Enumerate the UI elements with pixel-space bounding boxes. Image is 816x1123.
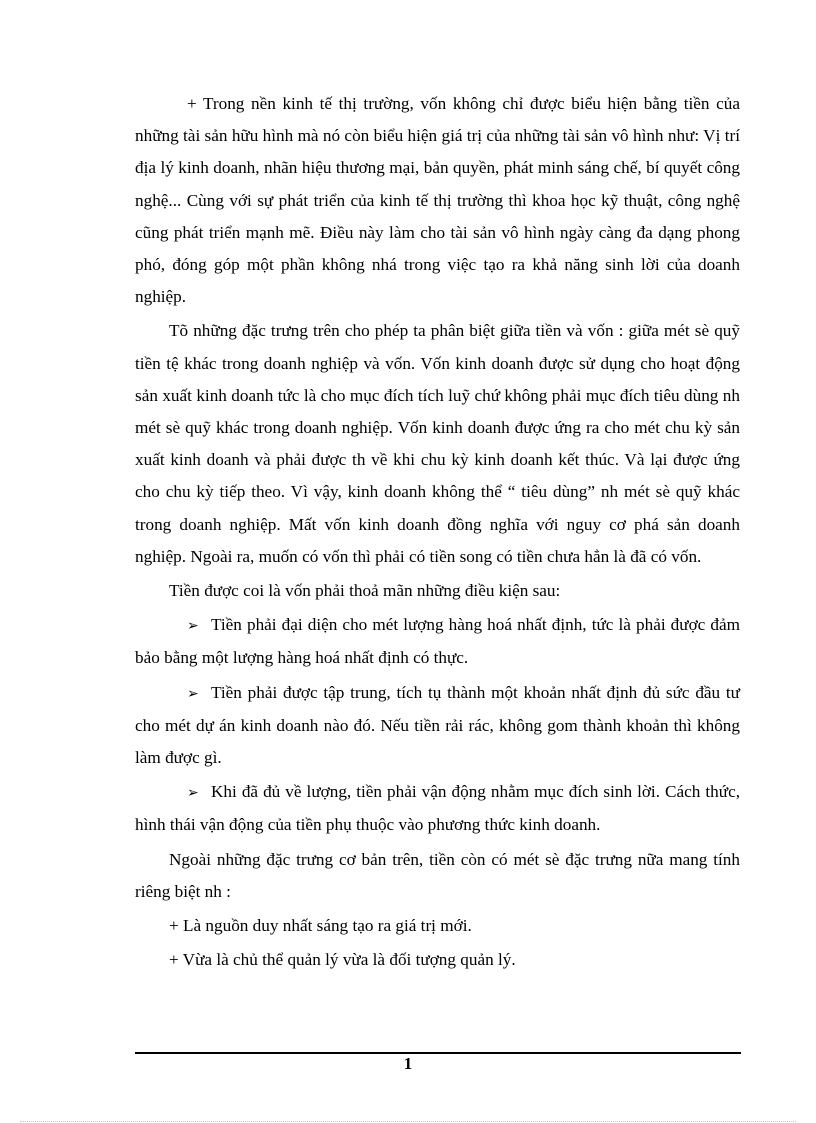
bullet-text: Khi đã đủ về lượng, tiền phải vận động nhằm mục đích sinh lời. Cách thức, hình thái vận động của tiền phụ thuộc vào phương thức kinh doanh. [135, 782, 740, 835]
trait-item: + Là nguồn duy nhất sáng tạo ra giá trị mới. [169, 916, 472, 936]
trait-item: + Vừa là chủ thể quản lý vừa là đối tượng quản lý. [169, 950, 516, 970]
arrowhead-bullet-icon: ➢ [187, 785, 199, 802]
bullet-item [135, 677, 740, 775]
arrowhead-bullet-icon: ➢ [187, 685, 199, 702]
paragraph-intangible-assets: + Trong nền kinh tế thị trường, vốn không chỉ được biểu hiện bằng tiền của những tài sản hữu hình mà nó còn biểu hiện giá trị của những tài sản vô hình như: Vị trí địa lý kinh doanh, nhãn hiệu thương mại, bản quyền, phát minh sáng chế, bí quyết công nghệ... Cùng với sự phát triển của kinh tế thị trường thì khoa học kỹ thuật, công nghệ cũng phát triển mạnh mẽ. Điều này làm cho tài sản vô hình ngày càng đa dạng phong phó, đóng góp một phần không nhá trong việc tạo ra khả năng sinh lời của doanh nghiệp. [135, 94, 740, 307]
page-edge-divider [20, 1121, 796, 1122]
bullet-item [135, 609, 740, 674]
paragraph-special-traits: Ngoài những đặc trưng cơ bản trên, tiền còn có mét sè đặc trưng nữa mang tính riêng biệt nh : [135, 849, 740, 901]
paragraph-money-vs-capital: Tõ những đặc trưng trên cho phép ta phân biệt giữa tiền và vốn : giữa mét sè quỹ tiền tệ khác trong doanh nghiệp và vốn. Vốn kinh doanh được sử dụng cho hoạt động sản xuất kinh doanh tức là cho mục đích tích luỹ chứ không phải mục đích tiêu dùng nh mét sè quỹ khác trong doanh nghiệp. Vốn kinh doanh được ứng ra cho mét chu kỳ sản xuất kinh doanh và phải được th về khi chu kỳ kinh doanh kết thúc. Và lại được ứng cho chu kỳ tiếp theo. Vì vậy, kinh doanh không thể “ tiêu dùng” nh mét sè quỹ khác trong doanh nghiệp. Mất vốn kinh doanh đồng nghĩa với nguy cơ phá sản doanh nghiệp. Ngoài ra, muốn có vốn thì phải có tiền song có tiền chưa hẳn là đã có vốn. [135, 321, 740, 566]
bullet-text: Tiền phải đại diện cho mét lượng hàng hoá nhất định, tức là phải được đảm bảo bằng một lượng hàng hoá nhất định có thực. [135, 615, 740, 668]
paragraph-conditions-intro: Tiền được coi là vốn phải thoả mãn những điều kiện sau: [169, 581, 561, 601]
bullet-text: Tiền phải được tập trung, tích tụ thành một khoản nhất định đủ sức đầu tư cho mét dự án kinh doanh nào đó. Nếu tiền rải rác, không gom thành khoản thì không làm được gì. [135, 682, 740, 768]
page-number: 1 [403, 1054, 413, 1073]
arrowhead-bullet-icon: ➢ [187, 618, 199, 635]
bullet-item [135, 776, 740, 841]
document-body [135, 88, 740, 976]
